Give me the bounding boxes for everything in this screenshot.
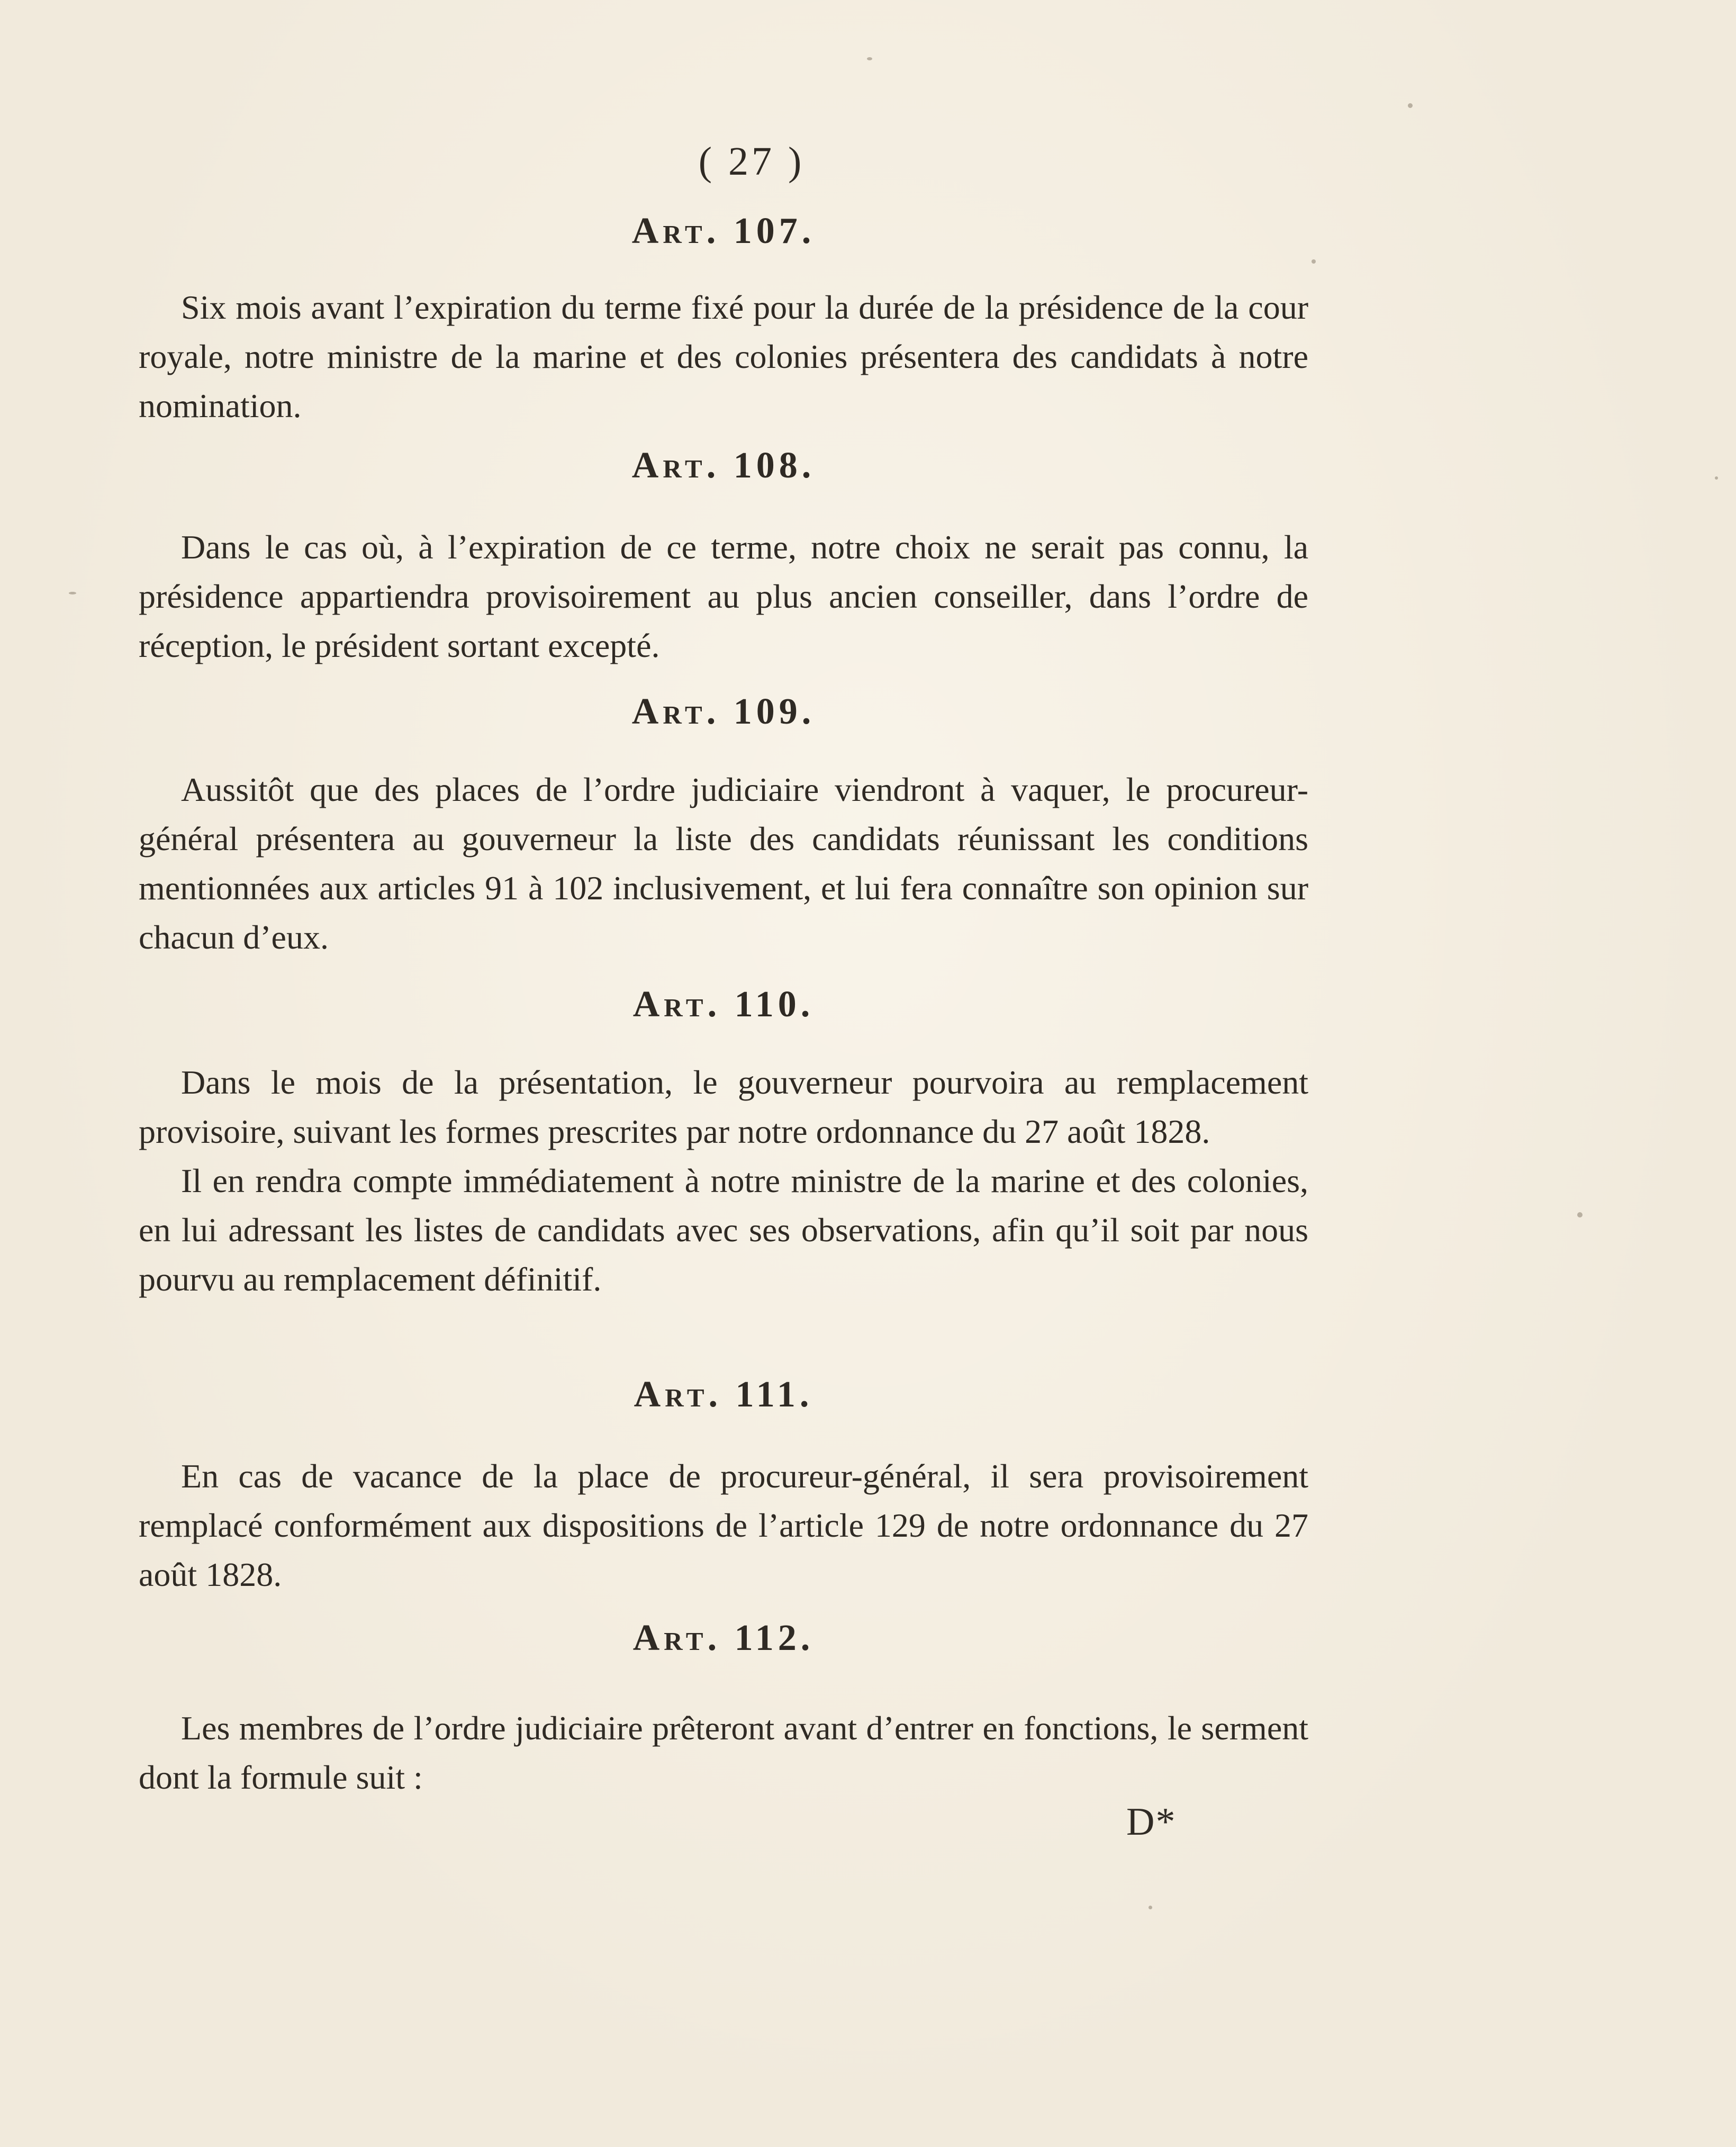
article-111 [139, 1371, 1308, 1599]
article-heading: Art. 111. [634, 1374, 813, 1415]
page-number: ( 27 ) [698, 139, 805, 184]
article-109 [139, 688, 1308, 962]
article-paragraph: En cas de vacance de la place de procureur-général, il sera provisoirement remplacé conformément aux dispositions de l’article 129 de notre ordonnance du 27 août 1828. [139, 1457, 1308, 1593]
article-paragraph: Dans le cas où, à l’expiration de ce terme, notre choix ne serait pas connu, la présidence appartiendra provisoirement au plus ancien conseiller, dans l’ordre de réception, le président sortant excepté. [139, 528, 1308, 664]
article-paragraph: Six mois avant l’expiration du terme fixé pour la durée de la présidence de la cour royale, notre ministre de la marine et des colonies présentera des candidats à notre nomination. [139, 288, 1308, 425]
paper-speck [1715, 476, 1718, 480]
paper-speck [1149, 1906, 1152, 1909]
article-heading: Art. 112. [632, 1618, 815, 1658]
paper-speck [1577, 1212, 1583, 1217]
article-heading: Art. 110. [632, 984, 815, 1025]
article-paragraph: Il en rendra compte immédiatement à notre ministre de la marine et des colonies, en lui adressant les listes de candidats avec ses observations, afin qu’il soit par nous pourvu au remplacement définitif. [139, 1162, 1308, 1298]
article-112 [139, 1614, 1308, 1802]
article-110 [139, 981, 1308, 1304]
article-107 [139, 208, 1308, 430]
article-paragraph: Aussitôt que des places de l’ordre judiciaire viendront à vaquer, le procureur-général présentera au gouverneur la liste des candidats réunissant les conditions mentionnées aux articles 91 à 102 inclusivement, et lui fera connaître son opinion sur chacun d’eux. [139, 771, 1308, 956]
signature-mark: D* [1126, 1800, 1177, 1844]
article-heading: Art. 109. [631, 691, 816, 732]
paper-speck [1408, 103, 1413, 108]
article-heading: Art. 107. [631, 211, 816, 251]
article-paragraph: Les membres de l’ordre judiciaire prêteront avant d’entrer en fonctions, le serment dont la formule suit : [139, 1709, 1308, 1796]
article-108 [139, 442, 1308, 670]
article-paragraph: Dans le mois de la présentation, le gouverneur pourvoira au remplacement provisoire, suivant les formes prescrites par notre ordonnance du 27 août 1828. [139, 1063, 1308, 1150]
paper-speck [867, 57, 872, 60]
paper-speck [1312, 259, 1316, 264]
article-heading: Art. 108. [631, 445, 816, 486]
paper-speck [69, 592, 76, 594]
